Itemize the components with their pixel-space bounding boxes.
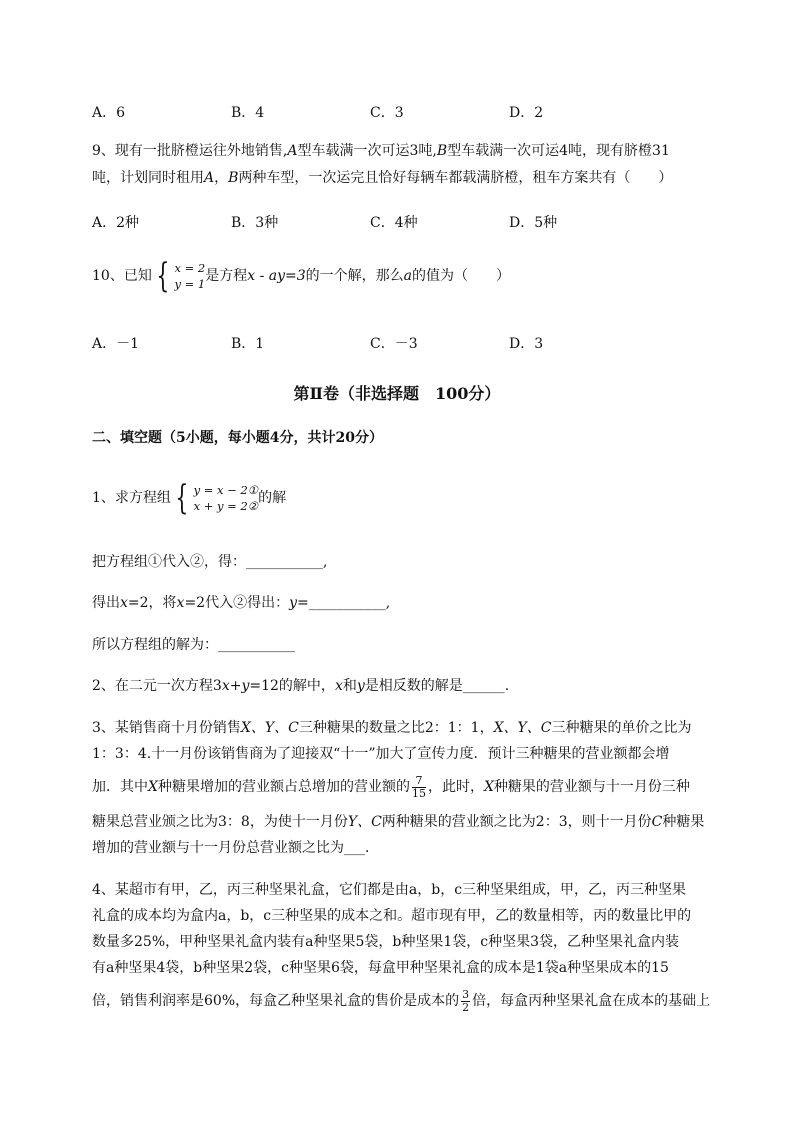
q10-system: x = 2 y = 1 (174, 261, 206, 291)
f3-line-2: 1：3：4.十一月份该销售商为了迎接双“十一”加大了宣传力度．预计三种糖果的营业额都会增 (92, 746, 670, 762)
f4-line-1: 4、某超市有甲，乙，丙三种坚果礼盒，它们都是由a，b，c三种坚果组成，甲，乙，丙三种坚果 (92, 882, 687, 898)
f1-line-2: 把方程组①代入②，得：___________, (92, 554, 328, 570)
f3-line-1: 3、某销售商十月份销售X、Y、C三种糖果的数量之比2：1：1，X、Y、C三种糖果的单价之比为 (92, 720, 692, 736)
q10-option-c: C．－3 (370, 336, 418, 352)
system-brace: { (156, 256, 170, 296)
q9-option-b: B．3种 (231, 215, 279, 231)
f4-line-5: 倍，销售利润率是60%，每盒乙种坚果礼盒的售价是成本的 $\frac{3}{2}$ 倍，每盒丙种坚果礼盒在成本的基础上 (92, 987, 711, 1014)
f1-stem: 1、求方程组 { y = x − 2① x + y = 2② 的解 (92, 478, 287, 518)
q9-option-a: A．2种 (92, 215, 140, 231)
f3-line-3: 加．其中X种糖果增加的营业额占总增加的营业额的 $\frac{7}{15}$ ，此时，X种糖果的营业额与十一月份三种 (92, 773, 690, 800)
q8-option-d: D．2 (509, 105, 544, 121)
q10-option-d: D．3 (509, 336, 544, 352)
f1-line-4: 所以方程组的解为：___________ (92, 637, 295, 653)
q8-option-a: A．6 (92, 105, 126, 121)
fraction-7-15: $\frac{7}{15}$ (411, 773, 426, 800)
f2-stem: 2、在二元一次方程3x+y=12的解中，x和y是相反数的解是______. (92, 678, 510, 694)
q9-option-c: C．4种 (370, 215, 418, 231)
q10-option-a: A．－1 (92, 336, 140, 352)
f4-line-3: 数量多25%，甲种坚果礼盒内装有a种坚果5袋，b种坚果1袋，c种坚果3袋，乙种坚果礼盒内装 (92, 934, 679, 950)
system-brace: { (175, 478, 189, 518)
f3-line-4: 糖果总营业颁之比为3：8，为使十一月份Y、C两种糖果的营业额之比为2：3，则十一月份C种糖果 (92, 814, 705, 830)
fraction-3-2: $\frac{3}{2}$ (462, 987, 470, 1014)
part-heading: 二、填空题（5小题，每小题4分，共计20分） (92, 430, 383, 446)
q9-line-2: 吨，计划同时租用A，B两种车型，一次运完且恰好每辆车都载满脐橙，租车方案共有（ ） (92, 170, 673, 186)
f3-line-5: 增加的营业额与十一月份总营业额之比为___． (92, 840, 379, 856)
q10-stem: 10、已知 { x = 2 y = 1 是方程x - ay=3的一个解，那么a的值为（ ） (92, 256, 511, 296)
f4-line-4: 有a种坚果4袋，b种坚果2袋，c种坚果6袋，每盒甲种坚果礼盒的成本是1袋a种坚果成本的15 (92, 960, 669, 976)
q10-option-b: B．1 (231, 336, 265, 352)
q8-option-b: B．4 (231, 105, 265, 121)
q8-option-c: C．3 (370, 105, 404, 121)
f1-line-3: 得出x=2，将x=2代入②得出：y=___________, (92, 595, 391, 611)
q9-option-d: D．5种 (509, 215, 558, 231)
q9-line-1: 9、现有一批脐橙运往外地销售,A型车载满一次可运3吨,B型车载满一次可运4吨，现有脐橙31 (92, 143, 670, 159)
f1-system: y = x − 2① x + y = 2② (193, 483, 259, 513)
f4-line-2: 礼盒的成本均为盒内a，b，c三种坚果的成本之和。超市现有甲，乙的数量相等，丙的数量比甲的 (92, 908, 692, 924)
section-title: 第Ⅱ卷（非选择题 100分） (293, 384, 501, 403)
